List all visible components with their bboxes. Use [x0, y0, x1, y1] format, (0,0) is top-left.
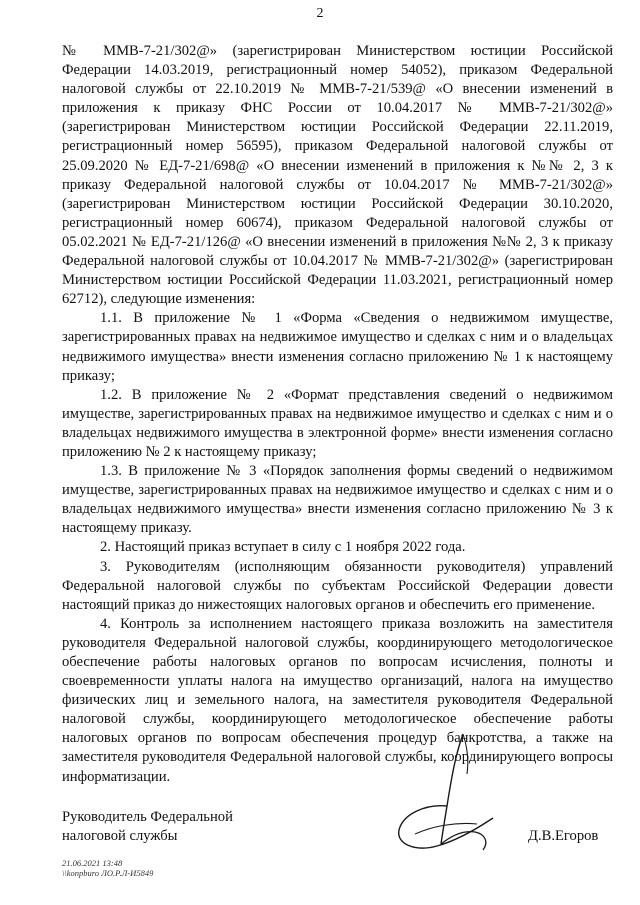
document-body — [62, 42, 613, 787]
signer-position-line1: Руководитель Федеральной — [62, 809, 233, 825]
footer-path: \\konpburo ЛО.Р.Л-И5849 — [62, 868, 154, 878]
paragraph-0: № ММВ-7-21/302@» (зарегистрирован Министерством юстиции Российской Федерации 14.03.2019, регистрационный номер 54052), приказом Федеральной налоговой службы от 22.10.2019 № ММВ-7-21/539@ «О внесении изменений в приложения к приказу ФНС России от 10.04.2017 № ММВ-7-21/302@» (зарегистрирован Министерством юстиции Российской Федерации 22.11.2019, регистрационный номер 56595), приказом Федеральной налоговой службы от 25.09.2020 № ЕД-7-21/698@ «О внесении изменений в приложения к №№ 2, 3 к приказу Федеральной налоговой службы от 10.04.2017 № ММВ-7-21/302@» (зарегистрирован Министерством юстиции Российской Федерации 30.10.2020, регистрационный номер 60674), приказом Федеральной налоговой службы от 05.02.2021 № ЕД-7-21/126@ «О внесении изменений в приложения №№ 2, 3 к приказу Федеральной налоговой службы от 10.04.2017 № ММВ-7-21/302@» (зарегистрирован Министерством юстиции Российской Федерации 11.03.2021, регистрационный номер 62712), следующие изменения: — [62, 43, 613, 308]
paragraph-5: 3. Руководителям (исполняющим обязанности руководителя) управлений Федеральной налоговой службы по субъектам Российской Федерации довести настоящий приказ до нижестоящих налоговых органов и обеспечить его применение. — [62, 558, 613, 613]
handwritten-signature-icon — [385, 726, 515, 876]
paragraph-4: 2. Настоящий приказ вступает в силу с 1 ноября 2022 года. — [100, 539, 466, 556]
signer-name: Д.В.Егоров — [528, 828, 599, 844]
paragraph-3: 1.3. В приложение № 3 «Порядок заполнения формы сведений о недвижимом имуществе, зарегистрированных правах на недвижимое имущество и сделках с ним и о владельцах недвижимого имущества» внести изменения согласно приложению № 3 к настоящему приказу. — [62, 463, 613, 537]
signer-position — [62, 808, 233, 846]
paragraph-2: 1.2. В приложение № 2 «Формат представления сведений о недвижимом имуществе, зарегистрированных правах на недвижимое имущество и сделках с ним и о владельцах недвижимого имущества в электронной форме» внести изменения согласно приложению № 2 к настоящему приказу; — [62, 386, 613, 460]
page-number: 2 — [316, 6, 324, 21]
footer-registry — [62, 858, 153, 878]
footer-timestamp: 21.06.2021 13:48 — [62, 858, 123, 868]
paragraph-6: 4. Контроль за исполнением настоящего приказа возложить на заместителя руководителя Федеральной налоговой службы, координирующего методологическое обеспечение работы налоговых органов по вопросам исчисления, полноты и своевременности уплаты налога на имущество организаций, налога на имущество физических лиц и земельного налога, на заместителя руководителя Федеральной налоговой службы, координирующего методологическое обеспечение работы налоговых органов по вопросам обеспечения процедур банкротства, а также на заместителя руководителя Федеральной налоговой службы, координирующего вопросы информатизации. — [62, 615, 613, 785]
signer-position-line2: налоговой службы — [62, 828, 178, 844]
paragraph-1: 1.1. В приложение № 1 «Форма «Сведения о недвижимом имуществе, зарегистрированных правах на недвижимое имущество и сделках с ним и о владельцах недвижимого имущества» внести изменения согласно приложению № 1 к настоящему приказу; — [62, 310, 613, 384]
